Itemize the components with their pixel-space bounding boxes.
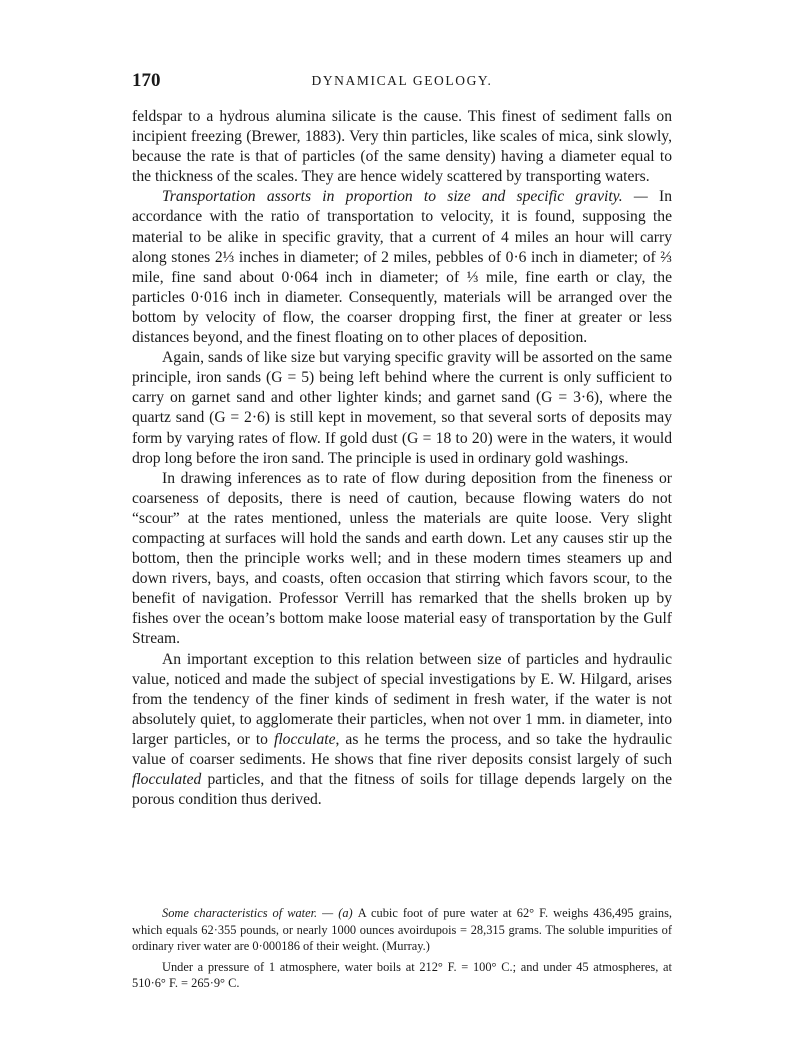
- paragraph-5: [132, 650, 672, 811]
- paragraph-5-text-b: , as he terms the process, and so take the hydraulic value of coarser sediments. He shows that fine river deposits consist largely of such: [132, 730, 672, 768]
- note-1-text: A cubic foot of pure water at 62° F. weighs 436,495 grains, which equals 62·355 pounds, or nearly 1000 ounces avoirdupois = 28,315 grams. The soluble impurities of ordinary river water are 0·000186 of their weight. (Murray.): [132, 906, 672, 954]
- paragraph-5-text-c: particles, and that the fitness of soils for tillage depends largely on the porous condition thus derived.: [132, 771, 672, 809]
- body-text: [132, 107, 672, 810]
- paragraph-3: Again, sands of like size but varying specific gravity will be assorted on the same principle, iron sands (G = 5) being left behind where the current is only sufficient to carry on garnet sand and other lighter kinds; and garnet sand (G = 3·6), where the quartz sand (G = 2·6) is still kept in movement, so that several sorts of deposits may form by varying rates of flow. If gold dust (G = 18 to 20) were in the waters, it would drop long before the iron sand. The principle is used in ordinary gold washings.: [132, 349, 672, 467]
- paragraph-2-text: In accordance with the ratio of transportation to velocity, it is found, supposing the material to be alike in specific gravity, that a current of 4 miles an hour will carry along stones 2⅓ inches in diameter; of 2 miles, pebbles of 0·6 inch in diameter; of ⅔ mile, fine sand about 0·064 inch in diameter; of ⅓ mile, fine earth or clay, the particles 0·016 inch in diameter. Consequently, materials will be arranged over the bottom by velocity of flow, the coarser dropping first, the finer at greater or less distances beyond, and the finest floating on to other places of deposition.: [132, 188, 672, 347]
- note-2: Under a pressure of 1 atmosphere, water boils at 212° F. = 100° C.; and under 45 atmospheres, at 510·6° F. = 265·9° C.: [132, 959, 672, 991]
- page-header: [132, 70, 672, 94]
- note-heading: Some characteristics of water. — (a): [162, 906, 358, 920]
- running-head: DYNAMICAL GEOLOGY.: [311, 73, 493, 88]
- paragraph-4: In drawing inferences as to rate of flow during deposition from the fineness or coarseness of deposits, there is need of caution, because flowing waters do not “scour” at the rates mentioned, unless the materials are quite loose. Very slight compacting at surfaces will hold the sands and earth down. Let any causes stir up the bottom, then the principle works well; and in these modern times steamers up and down rivers, bays, and coasts, often occasion that stirring which favors scour, to the benefit of navigation. Professor Verrill has remarked that the shells broken up by fishes over the ocean’s bottom make loose material easy of transportation by the Gulf Stream.: [132, 469, 672, 648]
- note-1: [132, 905, 672, 955]
- page-number: 170: [132, 70, 161, 91]
- notes-section: [132, 905, 672, 992]
- term-flocculated: flocculated: [132, 771, 202, 789]
- term-flocculate: flocculate: [274, 730, 336, 748]
- paragraph-2: [132, 187, 672, 348]
- paragraph-1: feldspar to a hydrous alumina silicate is the cause. This finest of sediment falls on incipient freezing (Brewer, 1883). Very thin particles, like scales of mica, sink slowly, because the rate is that of particles (of the same density) having a diameter equal to the thickness of the scales. They are hence widely scattered by transporting waters.: [132, 108, 672, 186]
- paragraph-heading: Transportation assorts in proportion to size and specific gravity. —: [162, 188, 659, 206]
- paragraph-5-text-a: An important exception to this relation between size of particles and hydraulic value, noticed and made the subject of special investigations by E. W. Hilgard, arises from the tendency of the finer kinds of sediment in fresh water, if the water is not absolutely quiet, to agglomerate their particles, when not over 1 mm. in diameter, into larger particles, or to: [132, 650, 672, 748]
